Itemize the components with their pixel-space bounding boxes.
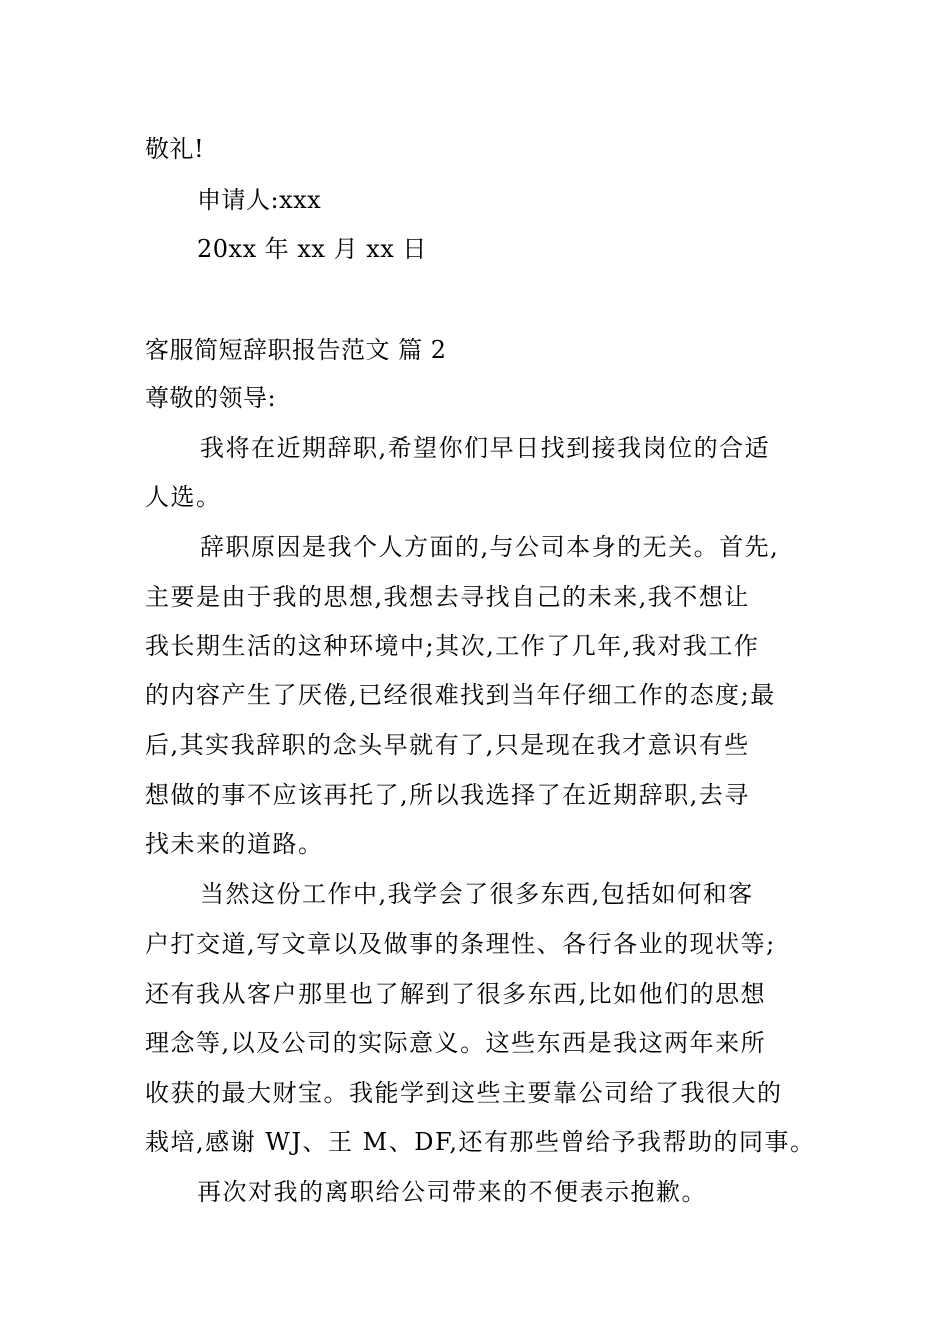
paragraph-line: 人选。 bbox=[145, 483, 222, 511]
paragraph-line: 再次对我的离职给公司带来的不便表示抱歉。 bbox=[197, 1178, 707, 1206]
paragraph-line: 想做的事不应该再托了,所以我选择了在近期辞职,去寻 bbox=[145, 781, 750, 809]
applicant-line: 申请人:xxx bbox=[197, 186, 322, 214]
paragraph-line: 的内容产生了厌倦,已经很难找到当年仔细工作的态度;最 bbox=[145, 681, 776, 709]
paragraph-line: 后,其实我辞职的念头早就有了,只是现在我才意识有些 bbox=[145, 731, 750, 759]
paragraph-line: 当然这份工作中,我学会了很多东西,包括如何和客 bbox=[200, 880, 754, 908]
paragraph-line: 找未来的道路。 bbox=[145, 830, 324, 858]
greeting: 尊敬的领导: bbox=[145, 384, 277, 412]
paragraph-line: 还有我从客户那里也了解到了很多东西,比如他们的思想 bbox=[145, 980, 767, 1008]
section-title: 客服简短辞职报告范文 篇 2 bbox=[145, 336, 447, 364]
paragraph-line: 我将在近期辞职,希望你们早日找到接我岗位的合适 bbox=[200, 434, 771, 462]
paragraph-line: 主要是由于我的思想,我想去寻找自己的未来,我不想让 bbox=[145, 583, 750, 611]
paragraph-line: 我长期生活的这种环境中;其次,工作了几年,我对我工作 bbox=[145, 632, 760, 660]
paragraph-line: 栽培,感谢 WJ、王 M、DF,还有那些曾给予我帮助的同事。 bbox=[145, 1128, 816, 1156]
paragraph-line: 理念等,以及公司的实际意义。这些东西是我这两年来所 bbox=[145, 1029, 767, 1057]
paragraph-line: 户打交道,写文章以及做事的条理性、各行各业的现状等; bbox=[145, 930, 776, 958]
paragraph-line: 辞职原因是我个人方面的,与公司本身的无关。首先, bbox=[200, 533, 780, 561]
paragraph-line: 收获的最大财宝。我能学到这些主要靠公司给了我很大的 bbox=[145, 1079, 783, 1107]
date-line: 20xx 年 xx 月 xx 日 bbox=[197, 235, 427, 263]
closing-salutation: 敬礼! bbox=[145, 135, 205, 163]
